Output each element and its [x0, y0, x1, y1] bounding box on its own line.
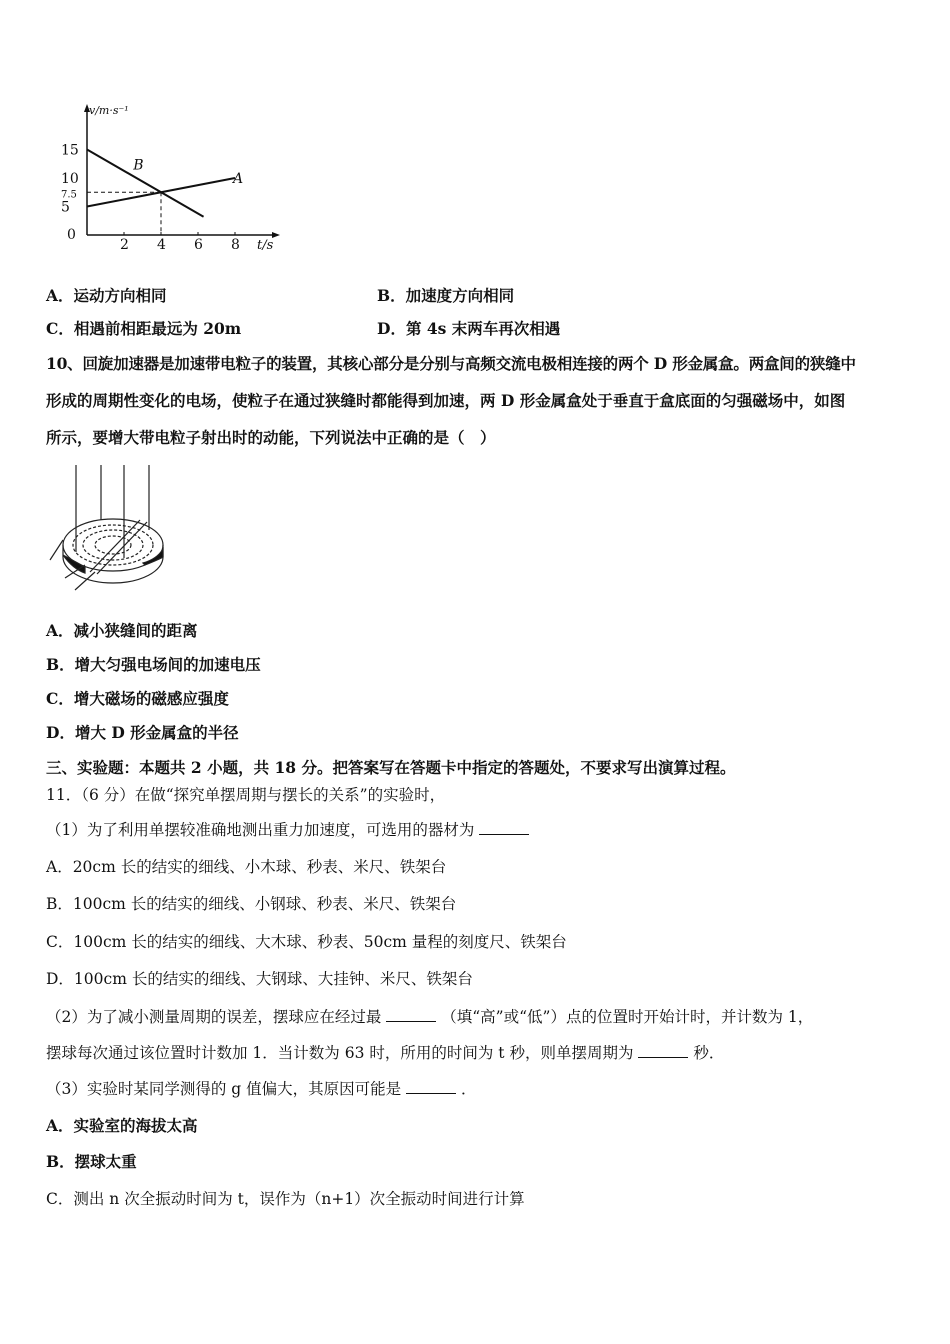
q9-option-c[interactable]: C．相遇前相距最远为 20m — [46, 319, 242, 338]
q11-part2-text-c: 摆球每次通过该位置时计数加 1．当计数为 63 时，所用的时间为 t 秒，则单摆周期为 — [46, 1044, 634, 1062]
q10-option-b[interactable]: B．增大匀强电场间的加速电压 — [46, 655, 261, 674]
q9-option-a[interactable]: A．运动方向相同 — [46, 286, 167, 305]
answer-blank[interactable] — [386, 1021, 436, 1022]
answer-blank[interactable] — [638, 1057, 688, 1058]
series-line-B — [87, 150, 204, 217]
section-3-heading: 三、实验题：本题共 2 小题，共 18 分。把答案写在答题卡中指定的答题处，不要求写出演算过程。 — [46, 758, 736, 777]
x-axis-label: t/s — [257, 238, 274, 250]
q10-stem-line1: 10、回旋加速器是加速带电粒子的装置，其核心部分是分别与高频交流电极相连接的两个 D 形金属盒。两盒间的狭缝中 — [46, 354, 856, 373]
q11-part1 — [46, 820, 529, 840]
y-tick-label: 10 — [61, 171, 79, 187]
q10-option-d[interactable]: D．增大 D 形金属盒的半径 — [46, 723, 239, 742]
y-axis-label: v/m·s⁻¹ — [89, 104, 129, 117]
q11-part2-text-a: （2）为了减小测量周期的误差，摆球应在经过最 — [46, 1008, 382, 1026]
q11-part1-text: （1）为了利用单摆较准确地测出重力加速度，可选用的器材为 — [46, 821, 475, 839]
q11-stem: 11．（6 分）在做“探究单摆周期与摆长的关系”的实验时， — [46, 786, 446, 804]
cyclotron-figure — [35, 460, 185, 600]
q11-part2-line2 — [46, 1043, 724, 1063]
y-tick-label: 7.5 — [61, 189, 77, 201]
origin-label: 0 — [67, 227, 76, 243]
q11-part2-text-b: （填“高”或“低”）点的位置时开始计时，并计数为 1， — [441, 1008, 814, 1026]
q11-part3-text: （3）实验时某同学测得的 g 值偏大，其原因可能是 — [46, 1080, 402, 1098]
x-tick-label: 2 — [120, 237, 129, 250]
q11-part3-option-a[interactable]: A．实验室的海拔太高 — [46, 1116, 198, 1135]
q11-part3 — [46, 1079, 477, 1099]
x-tick-label: 6 — [194, 237, 203, 250]
answer-blank[interactable] — [479, 834, 529, 835]
q10-option-a[interactable]: A．减小狭缝间的距离 — [46, 621, 198, 640]
q10-stem-line2: 形成的周期性变化的电场，使粒子在通过狭缝时都能得到加速，两 D 形金属盒处于垂直于盒底面的匀强磁场中，如图 — [46, 391, 846, 410]
q9-option-b[interactable]: B．加速度方向相同 — [377, 286, 515, 305]
x-tick-label: 8 — [231, 237, 240, 250]
series-label-B: B — [133, 157, 144, 174]
q11-part3-option-b[interactable]: B．摆球太重 — [46, 1152, 137, 1171]
q10-stem-line3: 所示，要增大带电粒子射出时的动能，下列说法中正确的是（ ） — [46, 428, 496, 447]
q11-part2-line1 — [46, 1007, 813, 1027]
q11-part3-end: ． — [461, 1080, 477, 1098]
q11-part1-option-c[interactable]: C．100cm 长的结实的细线、大木球、秒表、50cm 量程的刻度尺、铁架台 — [46, 933, 567, 951]
answer-blank[interactable] — [406, 1093, 456, 1094]
velocity-time-graph — [50, 100, 290, 250]
x-tick-label: 4 — [157, 237, 166, 250]
q11-part2-text-d: 秒． — [693, 1044, 725, 1062]
q11-part3-option-c[interactable]: C．测出 n 次全振动时间为 t，误作为（n+1）次全振动时间进行计算 — [46, 1190, 525, 1208]
q11-part1-option-d[interactable]: D．100cm 长的结实的细线、大钢球、大挂钟、米尺、铁架台 — [46, 970, 473, 988]
y-tick-label: 5 — [61, 199, 70, 216]
q11-part1-option-a[interactable]: A．20cm 长的结实的细线、小木球、秒表、米尺、铁架台 — [46, 858, 447, 876]
y-tick-label: 15 — [61, 142, 79, 159]
series-label-A: A — [233, 171, 244, 187]
q11-part1-option-b[interactable]: B．100cm 长的结实的细线、小钢球、秒表、米尺、铁架台 — [46, 895, 457, 913]
q9-option-d[interactable]: D．第 4s 末两车再次相遇 — [377, 319, 561, 338]
q10-option-c[interactable]: C．增大磁场的磁感应强度 — [46, 689, 229, 708]
